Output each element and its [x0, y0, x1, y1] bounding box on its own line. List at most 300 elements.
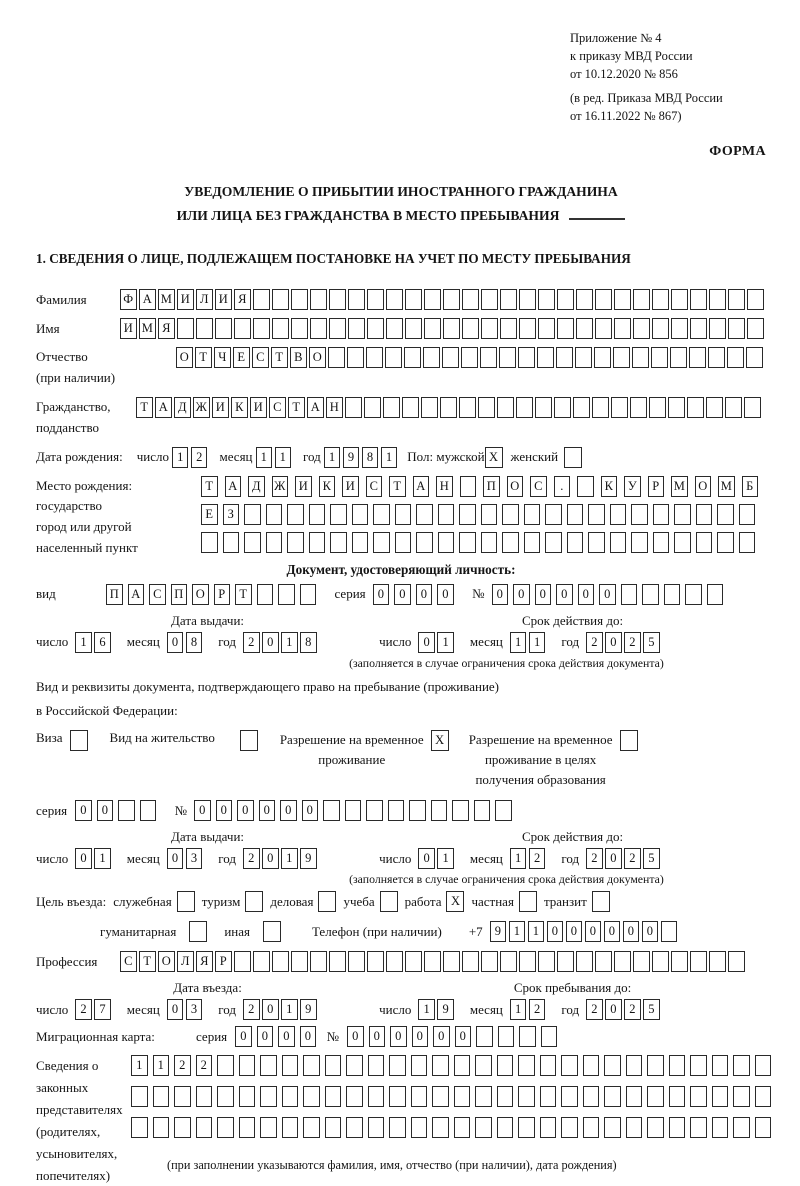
form-cell: [310, 289, 327, 310]
form-cell: [497, 1055, 514, 1076]
form-cell: [364, 397, 381, 418]
entry-year-cells: [243, 999, 317, 1020]
form-cell: [389, 1117, 406, 1138]
form-cell: [725, 397, 742, 418]
form-cell: Е: [233, 347, 250, 368]
issue-day-cells: [75, 848, 111, 869]
form-cell: [653, 504, 670, 525]
form-cell: А: [225, 476, 242, 497]
form-cell: [647, 1055, 664, 1076]
form-cell: [395, 532, 412, 553]
form-cell: 1: [510, 632, 527, 653]
form-cell: [498, 1026, 515, 1047]
form-cell: 1: [94, 848, 111, 869]
form-cell: [196, 318, 213, 339]
form-cell: Ф: [120, 289, 137, 310]
form-cell: [481, 951, 498, 972]
form-cell: [669, 1055, 686, 1076]
form-cell: [424, 318, 441, 339]
form-cell: Ж: [193, 397, 210, 418]
form-cell: [287, 504, 304, 525]
form-cell: [524, 504, 541, 525]
form-cell: [728, 289, 745, 310]
form-cell: [459, 532, 476, 553]
form-cell: [366, 800, 383, 821]
commercial-checkbox: [318, 891, 336, 912]
form-cell: [325, 1086, 342, 1107]
form-cell: 0: [262, 999, 279, 1020]
form-cell: [588, 504, 605, 525]
form-cell: [712, 1117, 729, 1138]
form-cell: М: [671, 476, 688, 497]
form-cell: 0: [437, 584, 454, 605]
form-cell: [604, 1086, 621, 1107]
form-cell: [519, 318, 536, 339]
birthplace-cells-stack: [201, 476, 763, 553]
stay-number-cells: [194, 800, 514, 821]
purpose-opt-business: служебная: [113, 891, 195, 912]
other-checkbox: [263, 921, 281, 942]
issue-year-cells: [243, 848, 317, 869]
form-cell: 0: [167, 848, 184, 869]
form-cell: [538, 289, 555, 310]
rvp-edu-label: Разрешение на временное проживание в целях получения образования: [468, 732, 613, 788]
stay-number-label: №: [174, 802, 188, 818]
form-cell: [309, 504, 326, 525]
form-cell: [583, 1086, 600, 1107]
form-cell: [664, 584, 681, 605]
form-cell: [611, 397, 628, 418]
form-cell: П: [106, 584, 123, 605]
form-cell: 1: [529, 632, 546, 653]
form-cell: [239, 1086, 256, 1107]
form-cell: [244, 504, 261, 525]
form-cell: [717, 532, 734, 553]
form-cell: [373, 532, 390, 553]
surname-cells: [120, 289, 764, 310]
form-cell: И: [212, 397, 229, 418]
day-label: число: [379, 850, 412, 866]
form-cell: [554, 397, 571, 418]
form-cell: 2: [624, 632, 641, 653]
form-cell: 1: [131, 1055, 148, 1076]
form-cell: [500, 289, 517, 310]
form-cell: 0: [278, 1026, 295, 1047]
form-cell: 0: [535, 584, 552, 605]
form-cell: [575, 347, 592, 368]
form-cell: [291, 318, 308, 339]
form-cell: И: [295, 476, 312, 497]
form-cell: 0: [623, 921, 640, 942]
form-cell: [423, 347, 440, 368]
form-cell: [690, 289, 707, 310]
patronymic-cells: [176, 347, 763, 368]
form-cell: [347, 347, 364, 368]
form-cell: [545, 504, 562, 525]
humanitarian-checkbox: [189, 921, 207, 942]
form-cell: [329, 289, 346, 310]
sex-male-checkbox: X: [485, 447, 503, 468]
form-cell: [386, 318, 403, 339]
form-cell: [329, 951, 346, 972]
valid-heading: Срок действия до:: [522, 612, 624, 628]
valid-month-cells: [510, 632, 546, 653]
form-cell: [595, 951, 612, 972]
form-cell: О: [309, 347, 326, 368]
form-cell: С: [149, 584, 166, 605]
form-cell: 0: [300, 1026, 317, 1047]
form-cell: [519, 289, 536, 310]
entry-date-col: [36, 980, 379, 1020]
form-cell: [462, 318, 479, 339]
form-cell: 0: [556, 584, 573, 605]
month-label: месяц: [126, 1001, 160, 1017]
form-cell: Ч: [214, 347, 231, 368]
form-cell: [368, 1117, 385, 1138]
birthdate-row: [36, 447, 766, 468]
form-cell: 0: [347, 1026, 364, 1047]
form-cell: [567, 532, 584, 553]
form-cell: [621, 584, 638, 605]
form-cell: [475, 1055, 492, 1076]
form-cell: 0: [492, 584, 509, 605]
form-cell: [454, 1055, 471, 1076]
form-cell: [535, 397, 552, 418]
form-cell: [174, 1086, 191, 1107]
form-cell: С: [269, 397, 286, 418]
form-cell: [367, 951, 384, 972]
form-cell: [421, 397, 438, 418]
valid-day-cells: [418, 848, 454, 869]
form-cell: [747, 318, 764, 339]
residence-option: [110, 730, 258, 751]
form-cell: 0: [235, 1026, 252, 1047]
birthplace-line1-cells: [201, 476, 763, 497]
form-cell: [614, 951, 631, 972]
form-cell: [475, 1117, 492, 1138]
form-cell: [325, 1055, 342, 1076]
form-cell: [395, 504, 412, 525]
forma-label: ФОРМА: [709, 143, 766, 159]
form-cell: [310, 951, 327, 972]
form-cell: [272, 318, 289, 339]
form-cell: 0: [369, 1026, 386, 1047]
form-cell: [282, 1117, 299, 1138]
form-cell: [671, 318, 688, 339]
form-cell: [454, 1086, 471, 1107]
form-cell: [389, 1055, 406, 1076]
form-cell: [576, 289, 593, 310]
entry-day-cells: [75, 999, 111, 1020]
form-cell: [432, 1117, 449, 1138]
day-label: число: [136, 449, 169, 464]
form-cell: [153, 1086, 170, 1107]
form-cell: [352, 532, 369, 553]
form-cell: [502, 532, 519, 553]
form-cell: [708, 347, 725, 368]
form-cell: 0: [302, 800, 319, 821]
form-cell: [689, 347, 706, 368]
form-cell: [330, 504, 347, 525]
form-cell: [368, 1086, 385, 1107]
form-cell: [278, 584, 295, 605]
form-cell: Т: [201, 476, 218, 497]
form-cell: 0: [578, 584, 595, 605]
identity-doc-dates: [36, 613, 766, 671]
year-label: год: [218, 634, 237, 650]
form-cell: Я: [158, 318, 175, 339]
private-checkbox: [519, 891, 537, 912]
header-line: от 10.12.2020 № 856: [570, 66, 678, 81]
form-cell: [690, 1055, 707, 1076]
valid-date-row: [379, 632, 766, 653]
entry-date-row: [36, 999, 379, 1020]
month-label: месяц: [469, 634, 503, 650]
form-cell: [260, 1117, 277, 1138]
form-cell: [652, 951, 669, 972]
representatives-note: (при заполнении указываются фамилия, имя, отчество (при наличии), дата рождения): [167, 1158, 617, 1173]
form-cell: [495, 800, 512, 821]
form-cell: И: [215, 289, 232, 310]
migration-card-row: [36, 1026, 766, 1047]
form-cell: [388, 800, 405, 821]
form-cell: [272, 951, 289, 972]
stay-until-col: [379, 980, 766, 1020]
form-cell: [303, 1117, 320, 1138]
form-cell: [328, 347, 345, 368]
purpose-opt-other: иная: [224, 921, 281, 942]
form-cell: [287, 532, 304, 553]
rvp-option: [280, 730, 449, 770]
representatives-block: [36, 1055, 766, 1186]
form-cell: С: [252, 347, 269, 368]
form-cell: [481, 532, 498, 553]
form-cell: [561, 1055, 578, 1076]
form-cell: [345, 397, 362, 418]
form-cell: [402, 397, 419, 418]
form-cell: [592, 397, 609, 418]
form-cell: Я: [196, 951, 213, 972]
citizenship-label: Гражданство, подданство: [36, 398, 111, 435]
form-cell: [670, 347, 687, 368]
form-cell: [368, 1055, 385, 1076]
valid-heading: Срок действия до:: [522, 829, 624, 845]
form-cell: В: [290, 347, 307, 368]
stay-doc-series-row: [36, 800, 766, 821]
form-cell: [443, 318, 460, 339]
form-cell: [690, 318, 707, 339]
form-cell: 9: [490, 921, 507, 942]
form-cell: [309, 532, 326, 553]
form-cell: [411, 1117, 428, 1138]
form-cell: [452, 800, 469, 821]
form-cell: 9: [300, 999, 317, 1020]
form-cell: 0: [262, 632, 279, 653]
form-cell: [475, 1086, 492, 1107]
doc-kind-label: вид: [36, 586, 56, 602]
form-cell: [480, 347, 497, 368]
doc-series-cells: [373, 584, 457, 605]
form-cell: [239, 1117, 256, 1138]
form-cell: 0: [547, 921, 564, 942]
form-cell: [291, 951, 308, 972]
form-cell: [518, 1086, 535, 1107]
form-cell: 0: [566, 921, 583, 942]
form-cell: [411, 1086, 428, 1107]
form-cell: Т: [271, 347, 288, 368]
form-cell: 0: [599, 584, 616, 605]
form-cell: Ж: [272, 476, 289, 497]
doc-kind-cells: [106, 584, 319, 605]
form-cell: Я: [234, 289, 251, 310]
form-cell: [438, 504, 455, 525]
stay-until-heading: Срок пребывания до:: [513, 980, 632, 996]
purpose-opt-commercial: деловая: [270, 891, 336, 912]
form-cell: 2: [174, 1055, 191, 1076]
migration-card-label: Миграционная карта:: [36, 1028, 155, 1044]
form-cell: [282, 1086, 299, 1107]
form-cell: [405, 318, 422, 339]
stay-month-cells: [510, 999, 546, 1020]
form-cell: К: [601, 476, 618, 497]
stay-series-cells: [75, 800, 159, 821]
form-cell: [610, 504, 627, 525]
form-cell: [389, 1086, 406, 1107]
form-cell: [733, 1055, 750, 1076]
form-cell: 0: [373, 584, 390, 605]
form-cell: [300, 584, 317, 605]
form-cell: [631, 532, 648, 553]
form-cell: [253, 951, 270, 972]
form-cell: [685, 584, 702, 605]
form-cell: [576, 318, 593, 339]
form-title-line2: ИЛИ ЛИЦА БЕЗ ГРАЖДАНСТВА В МЕСТО ПРЕБЫВАНИЯ: [36, 204, 766, 228]
citizenship-row: [36, 397, 766, 439]
form-cell: [348, 318, 365, 339]
form-cell: 0: [262, 848, 279, 869]
patronymic-label: Отчество (при наличии): [36, 349, 116, 386]
form-cell: [217, 1117, 234, 1138]
form-cell: Р: [648, 476, 665, 497]
form-cell: [499, 347, 516, 368]
form-cell: [459, 397, 476, 418]
form-cell: 0: [642, 921, 659, 942]
form-cell: 2: [196, 1055, 213, 1076]
form-cell: М: [158, 289, 175, 310]
form-cell: [497, 1117, 514, 1138]
form-cell: [367, 289, 384, 310]
valid-date-col: [349, 612, 766, 671]
form-cell: [626, 1086, 643, 1107]
form-cell: [367, 318, 384, 339]
valid-day-cells: [418, 632, 454, 653]
form-cell: [717, 504, 734, 525]
form-cell: [661, 921, 678, 942]
form-cell: [323, 800, 340, 821]
name-label: Имя: [36, 320, 60, 336]
form-cell: [631, 504, 648, 525]
form-cell: [234, 318, 251, 339]
form-cell: [687, 397, 704, 418]
form-cell: [481, 318, 498, 339]
form-cell: [385, 347, 402, 368]
rvp-edu-checkbox: [620, 730, 638, 751]
day-label: число: [36, 634, 69, 650]
birth-year-cells: [324, 447, 398, 468]
visa-option: [36, 730, 88, 751]
purpose-opt-study: учеба: [343, 891, 397, 912]
form-cell: И: [120, 318, 137, 339]
form-cell: 0: [604, 921, 621, 942]
form-cell: О: [507, 476, 524, 497]
month-label: месяц: [126, 634, 160, 650]
form-cell: [386, 289, 403, 310]
birth-month-cells: [256, 447, 292, 468]
form-cell: С: [366, 476, 383, 497]
birthdate-label: Дата рождения:: [36, 449, 123, 464]
form-cell: [671, 951, 688, 972]
form-cell: [651, 347, 668, 368]
form-cell: 0: [75, 848, 92, 869]
form-cell: [196, 1086, 213, 1107]
form-cell: 1: [281, 848, 298, 869]
form-cell: [524, 532, 541, 553]
form-cell: 2: [529, 999, 546, 1020]
form-cell: [462, 951, 479, 972]
form-cell: [709, 318, 726, 339]
work-checkbox: X: [446, 891, 464, 912]
form-cell: 3: [186, 848, 203, 869]
representatives-line1-cells: [131, 1055, 774, 1076]
form-cell: 2: [586, 999, 603, 1020]
form-cell: [454, 1117, 471, 1138]
form-cell: [223, 532, 240, 553]
form-cell: [561, 1117, 578, 1138]
birthplace-line2-cells: [201, 504, 763, 525]
form-cell: [583, 1055, 600, 1076]
form-cell: [424, 951, 441, 972]
form-cell: [234, 951, 251, 972]
form-cell: З: [223, 504, 240, 525]
month-label: месяц: [219, 449, 253, 464]
valid-note: (заполняется в случае ограничения срока действия документа): [349, 655, 664, 670]
form-cell: 1: [528, 921, 545, 942]
form-cell: [696, 504, 713, 525]
year-label: год: [561, 634, 580, 650]
form-cell: [443, 289, 460, 310]
form-cell: [614, 318, 631, 339]
form-cell: [632, 347, 649, 368]
form-cell: [747, 289, 764, 310]
patronymic-row: [36, 347, 766, 389]
form-cell: 1: [437, 848, 454, 869]
transit-checkbox: [592, 891, 610, 912]
sex-female-label: женский: [510, 449, 559, 464]
form-cell: [712, 1086, 729, 1107]
header-reference-block: [570, 30, 766, 126]
form-cell: [416, 532, 433, 553]
stay-doc-dates: [36, 829, 766, 887]
form-cell: 1: [418, 999, 435, 1020]
profession-label: Профессия: [36, 953, 98, 969]
form-cell: [588, 532, 605, 553]
form-cell: [260, 1055, 277, 1076]
form-cell: [573, 397, 590, 418]
form-cell: [131, 1117, 148, 1138]
purpose-opt-work: работа X: [405, 891, 465, 912]
form-cell: [310, 318, 327, 339]
form-cell: А: [413, 476, 430, 497]
